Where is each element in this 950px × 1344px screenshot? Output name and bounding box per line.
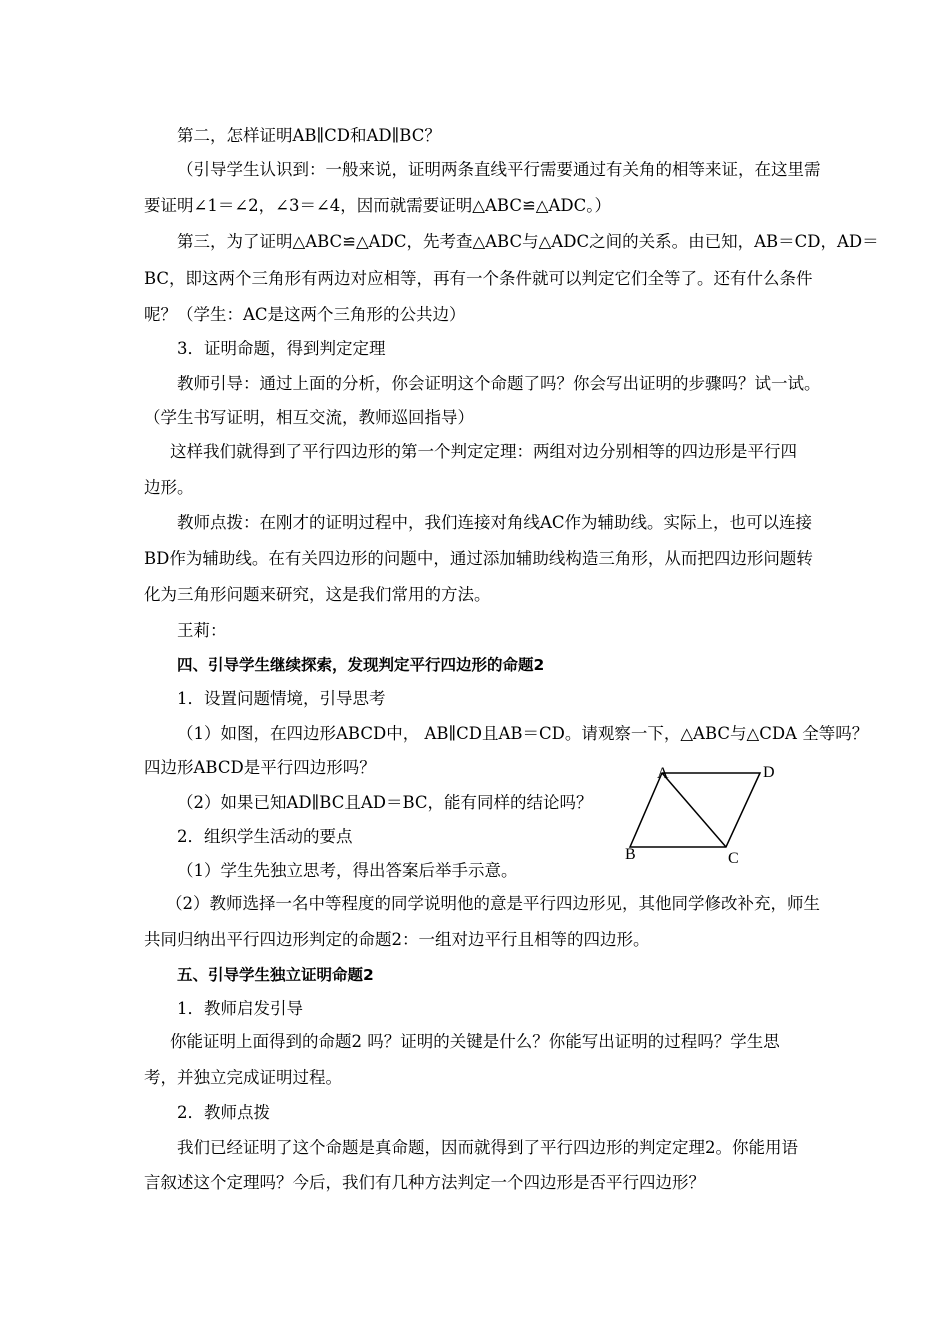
text-line: 你能证明上面得到的命题2 吗？证明的关键是什么？你能写出证明的过程吗？学生思 <box>170 1032 780 1051</box>
diagonal-ac <box>662 773 726 847</box>
text-line: 第二，怎样证明AB∥CD和AD∥BC？ <box>177 126 441 145</box>
text-line: 第三，为了证明△ABC≌△ADC，先考查△ABC与△ADC之间的关系。由已知，AB＝CD，AD＝ <box>177 232 879 251</box>
text-line: 我们已经证明了这个命题是真命题，因而就得到了平行四边形的判定定理2。你能用语 <box>177 1138 798 1157</box>
text-line: 1．教师启发引导 <box>177 999 303 1018</box>
vertex-label-c: C <box>728 850 739 867</box>
text-line: 1．设置问题情境，引导思考 <box>177 689 386 708</box>
section-heading: 四、引导学生继续探索，发现判定平行四边形的命题2 <box>177 656 545 674</box>
text-line: 教师引导：通过上面的分析，你会证明这个命题了吗？你会写出证明的步骤吗？试一试。 <box>177 374 821 393</box>
text-line: 共同归纳出平行四边形判定的命题2：一组对边平行且相等的四边形。 <box>144 930 650 949</box>
text-line: 教师点拨：在刚才的证明过程中，我们连接对角线AC作为辅助线。实际上，也可以连接 <box>177 513 813 532</box>
text-line: （2）教师选择一名中等程度的同学说明他的意是平行四边形见，其他同学修改补充，师生 <box>166 894 820 913</box>
text-line: 化为三角形问题来研究，这是我们常用的方法。 <box>144 585 491 604</box>
text-line: （1）学生先独立思考，得出答案后举手示意。 <box>177 861 518 880</box>
text-line: 3．证明命题，得到判定定理 <box>177 339 386 358</box>
text-line: 王莉： <box>177 621 227 640</box>
parallelogram-figure <box>615 755 815 870</box>
text-line: （引导学生认识到：一般来说，证明两条直线平行需要通过有关角的相等来证，在这里需 <box>177 160 821 179</box>
text-line: （2）如果已知AD∥BC且AD＝BC，能有同样的结论吗？ <box>177 793 593 812</box>
text-line: 考，并独立完成证明过程。 <box>144 1068 342 1087</box>
text-line: 2．组织学生活动的要点 <box>177 827 353 846</box>
text-line: 要证明∠1＝∠2，∠3＝∠4，因而就需要证明△ABC≌△ADC。） <box>144 196 611 215</box>
text-line: 2．教师点拨 <box>177 1103 270 1122</box>
text-line: （学生书写证明，相互交流，教师巡回指导） <box>144 408 474 427</box>
text-line: 呢？（学生：AC是这两个三角形的公共边） <box>144 305 466 324</box>
text-line: 四边形ABCD是平行四边形吗？ <box>144 758 376 777</box>
parallelogram-outline <box>630 773 760 847</box>
text-line: BC，即这两个三角形有两边对应相等，再有一个条件就可以判定它们全等了。还有什么条件 <box>144 269 813 288</box>
text-line: （1）如图，在四边形ABCD中， AB∥CD且AB＝CD。请观察一下，△ABC与△CDA 全等吗？ <box>177 724 869 743</box>
text-line: 言叙述这个定理吗？今后，我们有几种方法判定一个四边形是否平行四边形？ <box>144 1173 705 1192</box>
vertex-label-d: D <box>763 764 775 781</box>
vertex-label-b: B <box>625 846 636 863</box>
text-line: 这样我们就得到了平行四边形的第一个判定定理：两组对边分别相等的四边形是平行四 <box>170 442 797 461</box>
vertex-label-a: A <box>657 765 669 782</box>
text-line: 边形。 <box>144 478 194 497</box>
text-line: BD作为辅助线。在有关四边形的问题中，通过添加辅助线构造三角形，从而把四边形问题转 <box>144 549 813 568</box>
section-heading: 五、引导学生独立证明命题2 <box>177 966 374 984</box>
